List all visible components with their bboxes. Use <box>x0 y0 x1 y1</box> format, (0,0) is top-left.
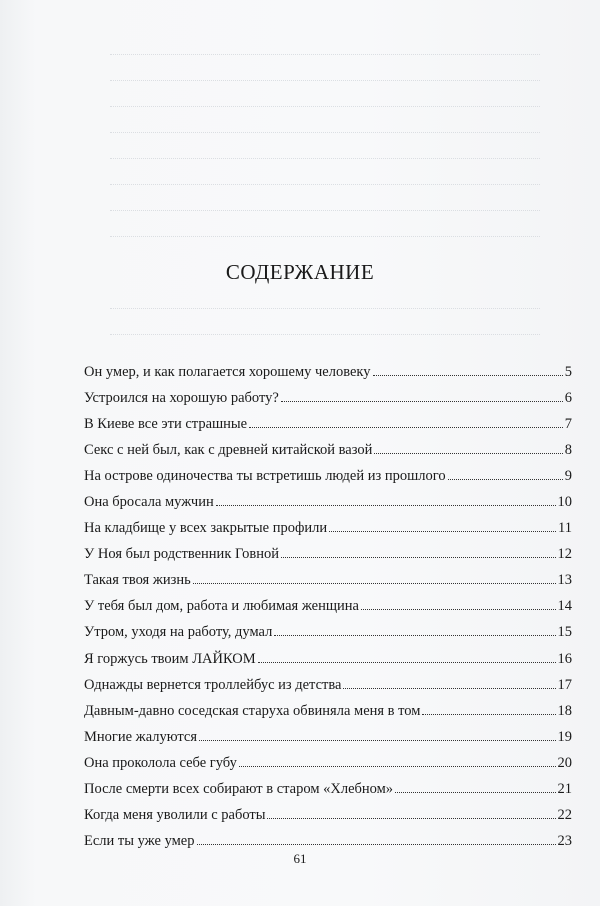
toc-entry <box>84 466 572 492</box>
toc-entry-page: 8 <box>564 442 572 459</box>
toc-leader-dots <box>361 609 556 610</box>
toc-leader-dots <box>395 792 555 793</box>
toc-entry <box>84 440 572 466</box>
toc-entry <box>84 805 572 831</box>
toc-leader-dots <box>274 635 555 636</box>
toc-entry-page: 19 <box>557 728 572 745</box>
toc-entry-page: 22 <box>557 806 572 823</box>
toc-entry-page: 6 <box>564 390 572 407</box>
toc-entry-title: У тебя был дом, работа и любимая женщина <box>84 598 359 615</box>
toc-entry-title: Многие жалуются <box>84 728 197 745</box>
toc-entry-title: Устроился на хорошую работу? <box>84 390 279 407</box>
toc-entry <box>84 779 572 805</box>
toc-entry <box>84 388 572 414</box>
toc-entry <box>84 570 572 596</box>
toc-entry <box>84 414 572 440</box>
toc-entry-title: На острове одиночества ты встретишь людей из прошлого <box>84 468 446 485</box>
bleed-line <box>110 334 540 336</box>
toc-entry-title: Он умер, и как полагается хорошему человеку <box>84 364 371 380</box>
toc-entry-title: Секс с ней был, как с древней китайской вазой <box>84 442 373 459</box>
toc-entry-page: 12 <box>557 546 572 563</box>
toc-entry-title: Я горжусь твоим ЛАЙКОМ <box>84 650 256 667</box>
table-of-contents <box>84 362 572 857</box>
toc-entry <box>84 649 572 675</box>
toc-entry-title: Однажды вернется троллейбус из детства <box>84 676 342 693</box>
bleed-line <box>110 80 540 82</box>
toc-entry-title: Она проколола себе губу <box>84 754 237 771</box>
toc-leader-dots <box>249 427 563 428</box>
toc-leader-dots <box>193 583 556 584</box>
toc-entry-page: 23 <box>557 832 572 849</box>
bleed-line <box>110 54 540 56</box>
bleed-line <box>110 210 540 212</box>
toc-entry <box>84 701 572 727</box>
toc-entry <box>84 544 572 570</box>
toc-entry-page: 14 <box>557 598 572 615</box>
toc-entry-page: 17 <box>557 676 572 693</box>
toc-leader-dots <box>343 688 555 689</box>
toc-entry-title: Когда меня уволили с работы <box>84 806 266 823</box>
toc-entry <box>84 675 572 701</box>
toc-entry-title: У Ноя был родственник Говной <box>84 546 279 563</box>
toc-entry <box>84 622 572 648</box>
toc-entry-title: В Киеве все эти страшные <box>84 416 248 433</box>
toc-entry-title: Если ты уже умер <box>84 832 195 849</box>
toc-entry-page: 20 <box>557 754 572 771</box>
bleed-line <box>110 158 540 160</box>
toc-leader-dots <box>422 714 555 715</box>
toc-entry-title: Она бросала мужчин <box>84 494 214 511</box>
toc-entry <box>84 492 572 518</box>
toc-leader-dots <box>281 557 556 558</box>
toc-leader-dots <box>199 740 556 741</box>
toc-entry-page: 7 <box>564 416 572 433</box>
bleed-line <box>110 308 540 310</box>
toc-leader-dots <box>258 662 556 663</box>
toc-entry <box>84 727 572 753</box>
toc-entry-page: 18 <box>557 702 572 719</box>
toc-leader-dots <box>267 818 555 819</box>
toc-entry <box>84 596 572 622</box>
bleed-line <box>110 184 540 186</box>
toc-entry-page: 13 <box>557 572 572 589</box>
bleed-line <box>110 106 540 108</box>
toc-entry-page: 9 <box>564 468 572 485</box>
toc-entry <box>84 753 572 779</box>
toc-leader-dots <box>448 479 563 480</box>
toc-entry <box>84 518 572 544</box>
toc-entry-page: 21 <box>557 780 572 797</box>
toc-leader-dots <box>197 844 556 845</box>
toc-entry-page: 10 <box>557 494 572 511</box>
bleed-line <box>110 132 540 134</box>
toc-entry-title: На кладбище у всех закрытые профили <box>84 520 328 537</box>
toc-entry-title: После смерти всех собирают в старом «Хлебном» <box>84 780 394 797</box>
toc-leader-dots <box>373 375 563 376</box>
toc-entry-title: Такая твоя жизнь <box>84 572 191 589</box>
toc-title: СОДЕРЖАНИЕ <box>225 260 375 284</box>
toc-entry-title: Давным-давно соседская старуха обвиняла меня в том <box>84 702 421 719</box>
toc-entry-page: 11 <box>558 520 572 537</box>
toc-leader-dots <box>329 531 556 532</box>
toc-leader-dots <box>374 453 562 454</box>
toc-leader-dots <box>216 505 556 506</box>
toc-entry-page: 16 <box>557 650 572 667</box>
toc-entry-page: 5 <box>564 364 572 380</box>
toc-entry-page: 15 <box>557 624 572 641</box>
page-number: 61 <box>293 851 307 866</box>
toc-leader-dots <box>281 401 563 402</box>
bleed-line <box>110 236 540 238</box>
toc-entry <box>84 362 572 388</box>
toc-leader-dots <box>239 766 556 767</box>
toc-entry-title: Утром, уходя на работу, думал <box>84 624 273 641</box>
